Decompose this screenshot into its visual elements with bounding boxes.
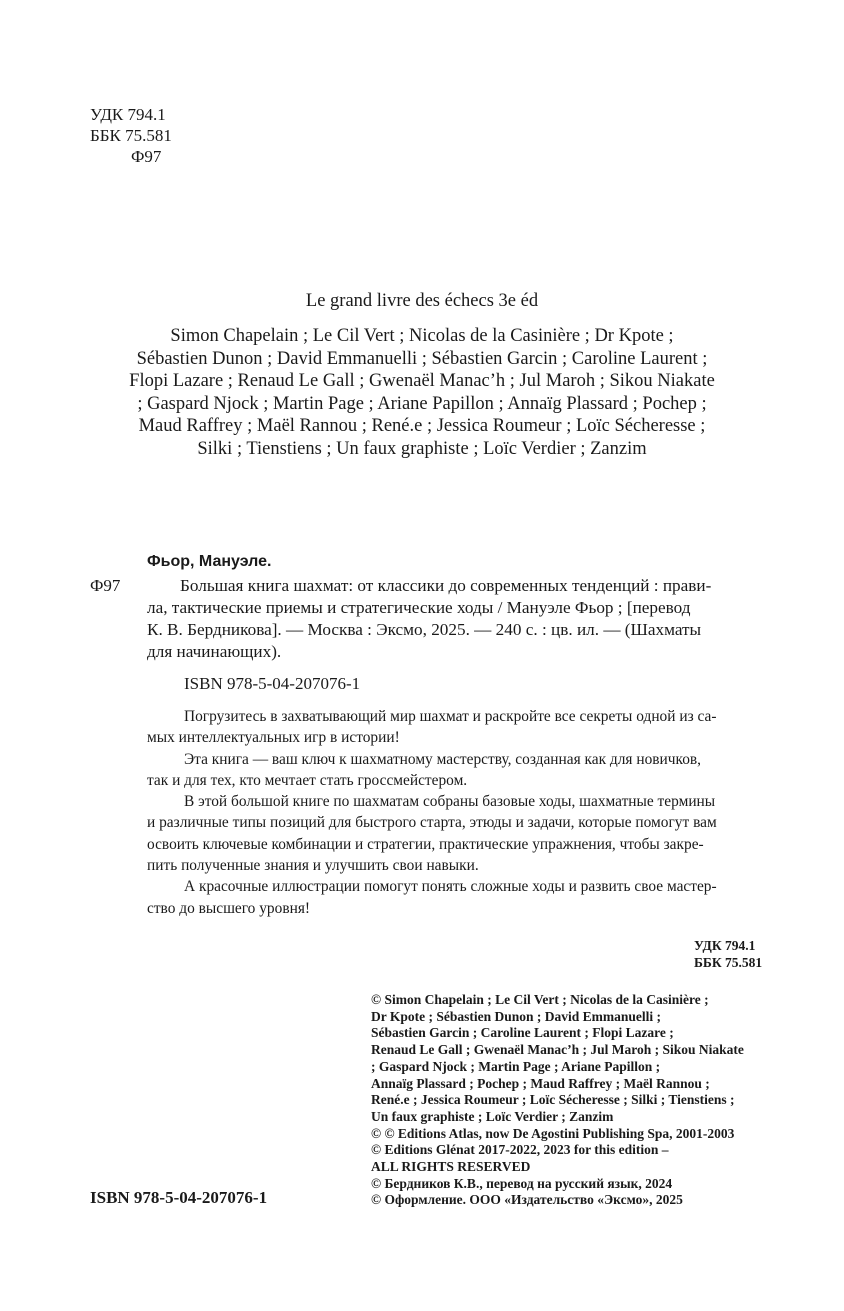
annotation-line: Погрузитесь в захватывающий мир шахмат и раскройте все секреты одной из са- — [184, 708, 717, 725]
copyright-line: Sébastien Garcin ; Caroline Laurent ; Flopi Lazare ; — [371, 1025, 674, 1041]
copyright-line: Annaïg Plassard ; Pochep ; Maud Raffrey ; Maël Rannou ; — [371, 1075, 710, 1091]
author-mark: Ф97 — [131, 147, 162, 166]
bib-description — [147, 575, 770, 663]
original-authors-line: Silki ; Tienstiens ; Un faux graphiste ; Loïc Verdier ; Zanzim — [197, 438, 647, 459]
bbk-code: ББК 75.581 — [90, 126, 172, 145]
bib-description-line: К. В. Бердникова]. — Москва : Эксмо, 2025. — 240 с. : цв. ил. — (Шахматы — [147, 620, 702, 639]
copyright-line: ALL RIGHTS RESERVED — [371, 1159, 531, 1175]
annotation-line: освоить ключевые комбинации и стратегии, практические упражнения, чтобы закре- — [147, 835, 704, 853]
udk-code: УДК 794.1 — [90, 105, 166, 124]
bib-author-heading: Фьор, Мануэле. — [147, 553, 272, 570]
annotation-line: и различные типы позиций для быстрого старта, этюды и задачи, которые помогут вам — [147, 814, 717, 832]
annotation-line: А красочные иллюстрации помогут понять сложные ходы и развить свое мастер- — [184, 878, 717, 896]
annotation-line: ство до высшего уровня! — [147, 899, 311, 917]
annotation-line: Эта книга — ваш ключ к шахматному мастерству, созданная как для новичков, — [184, 750, 702, 768]
copyright-line: © Бердников К.В., перевод на русский язык, 2024 — [371, 1175, 673, 1191]
original-authors-line: Maud Raffrey ; Maël Rannou ; René.e ; Jessica Roumeur ; Loïc Sécheresse ; — [138, 416, 706, 437]
original-authors-line: Flopi Lazare ; Renaud Le Gall ; Gwenaël Manac’h ; Jul Maroh ; Sikou Niakate — [129, 371, 715, 392]
isbn-bottom: ISBN 978-5-04-207076-1 — [90, 1188, 268, 1207]
copyright-line: © © Editions Atlas, now De Agostini Publishing Spa, 2001-2003 — [371, 1125, 735, 1141]
copyright-line: Un faux graphiste ; Loïc Verdier ; Zanzim — [371, 1108, 614, 1124]
copyright-line: © Оформление. ООО «Издательство «Эксмо», 2025 — [371, 1192, 683, 1208]
copyright-line: ; Gaspard Njock ; Martin Page ; Ariane Papillon ; — [371, 1058, 661, 1074]
copyright-block — [371, 992, 744, 1209]
annotation-line: В этой большой книге по шахматам собраны базовые ходы, шахматные термины — [184, 793, 716, 811]
bib-description-line: ла, тактические приемы и стратегические ходы / Мануэле Фьор ; [перевод — [147, 598, 691, 617]
copyright-line: Dr Kpote ; Sébastien Dunon ; David Emmanuelli ; — [371, 1008, 662, 1024]
annotation-line: так и для тех, кто мечтает стать гроссмейстером. — [147, 771, 468, 789]
bib-author-code: Ф97 — [90, 576, 121, 595]
original-authors-line: ; Gaspard Njock ; Martin Page ; Ariane Papillon ; Annaïg Plassard ; Pochep ; — [137, 393, 707, 414]
original-authors — [88, 325, 756, 461]
udk-code-bottom: УДК 794.1 — [694, 938, 756, 953]
copyright-line: © Editions Glénat 2017-2022, 2023 for this edition – — [371, 1142, 669, 1158]
annotation-line: пить полученные знания и улучшить свои навыки. — [147, 857, 479, 875]
bib-isbn: ISBN 978-5-04-207076-1 — [184, 674, 361, 693]
original-authors-line: Sébastien Dunon ; David Emmanuelli ; Sébastien Garcin ; Caroline Laurent ; — [136, 348, 708, 369]
annotation — [147, 706, 771, 919]
original-authors-line: Simon Chapelain ; Le Cil Vert ; Nicolas de la Casinière ; Dr Kpote ; — [170, 326, 674, 346]
copyright-line: © Simon Chapelain ; Le Cil Vert ; Nicolas de la Casinière ; — [371, 992, 709, 1007]
copyright-line: René.e ; Jessica Roumeur ; Loïc Sécheresse ; Silki ; Tienstiens ; — [371, 1092, 735, 1108]
bib-description-line: Большая книга шахмат: от классики до современных тенденций : прави- — [180, 576, 712, 595]
original-title: Le grand livre des échecs 3e éd — [305, 291, 539, 311]
annotation-line: мых интеллектуальных игр в истории! — [147, 729, 400, 747]
copyright-line: Renaud Le Gall ; Gwenaël Manac’h ; Jul Maroh ; Sikou Niakate — [371, 1042, 744, 1058]
bbk-code-bottom: ББК 75.581 — [694, 955, 763, 970]
bib-description-line: для начинающих). — [147, 642, 282, 661]
